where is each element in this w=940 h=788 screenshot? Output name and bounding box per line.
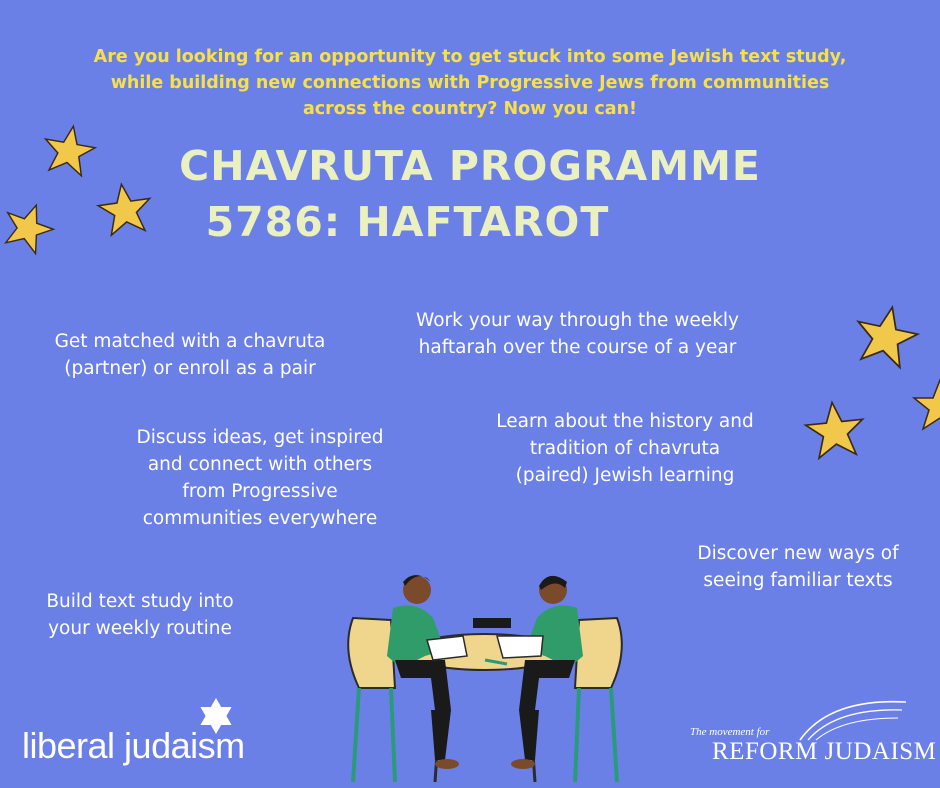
benefit-line: tradition of chavruta	[529, 438, 721, 459]
benefit-line: haftarah over the course of a year	[418, 337, 737, 358]
star-icon	[910, 376, 940, 436]
intro-line: while building new connections with Progressive Jews from communities	[110, 73, 830, 93]
reform-judaism-logo: REFORM JUDAISM	[712, 738, 937, 765]
star-icon	[800, 398, 870, 464]
benefit-routine	[20, 588, 260, 642]
star-icon	[0, 200, 56, 256]
benefit-discover	[676, 540, 920, 594]
intro-text	[20, 44, 920, 122]
reform-judaism-tagline: The movement for	[690, 726, 770, 738]
intro-line: across the country? Now you can!	[302, 99, 638, 119]
star-icon	[90, 180, 160, 240]
benefit-line: Get matched with a chavruta	[54, 331, 326, 352]
benefit-line: and connect with others	[147, 454, 373, 475]
benefit-line: seeing familiar texts	[703, 570, 893, 591]
title-line: 5786: HAFTAROT	[205, 198, 610, 246]
benefit-matched	[20, 328, 360, 382]
benefit-line: Learn about the history and	[496, 411, 754, 432]
star-icon	[36, 122, 102, 180]
benefit-line: Discuss ideas, get inspired	[136, 427, 384, 448]
liberal-judaism-logo: liberal judaism	[22, 725, 245, 766]
star-icon	[848, 302, 924, 372]
benefit-line: from Progressive	[182, 481, 338, 502]
benefit-history	[470, 408, 780, 489]
benefit-line: Build text study into	[46, 591, 234, 612]
benefit-line: communities everywhere	[142, 508, 378, 529]
benefit-line: Discover new ways of	[697, 543, 899, 564]
title-line: CHAVRUTA PROGRAMME	[179, 142, 761, 190]
benefit-line: (paired) Jewish learning	[515, 465, 735, 486]
benefit-line: (partner) or enroll as a pair	[64, 358, 316, 379]
benefit-weekly-haftarah	[390, 307, 765, 361]
study-illustration	[335, 560, 635, 788]
benefit-line: your weekly routine	[48, 618, 232, 639]
benefit-line: Work your way through the weekly	[415, 310, 739, 331]
benefit-discuss	[110, 424, 410, 532]
intro-line: Are you looking for an opportunity to get stuck into some Jewish text study,	[93, 47, 847, 67]
reform-arcs-icon	[790, 696, 910, 742]
